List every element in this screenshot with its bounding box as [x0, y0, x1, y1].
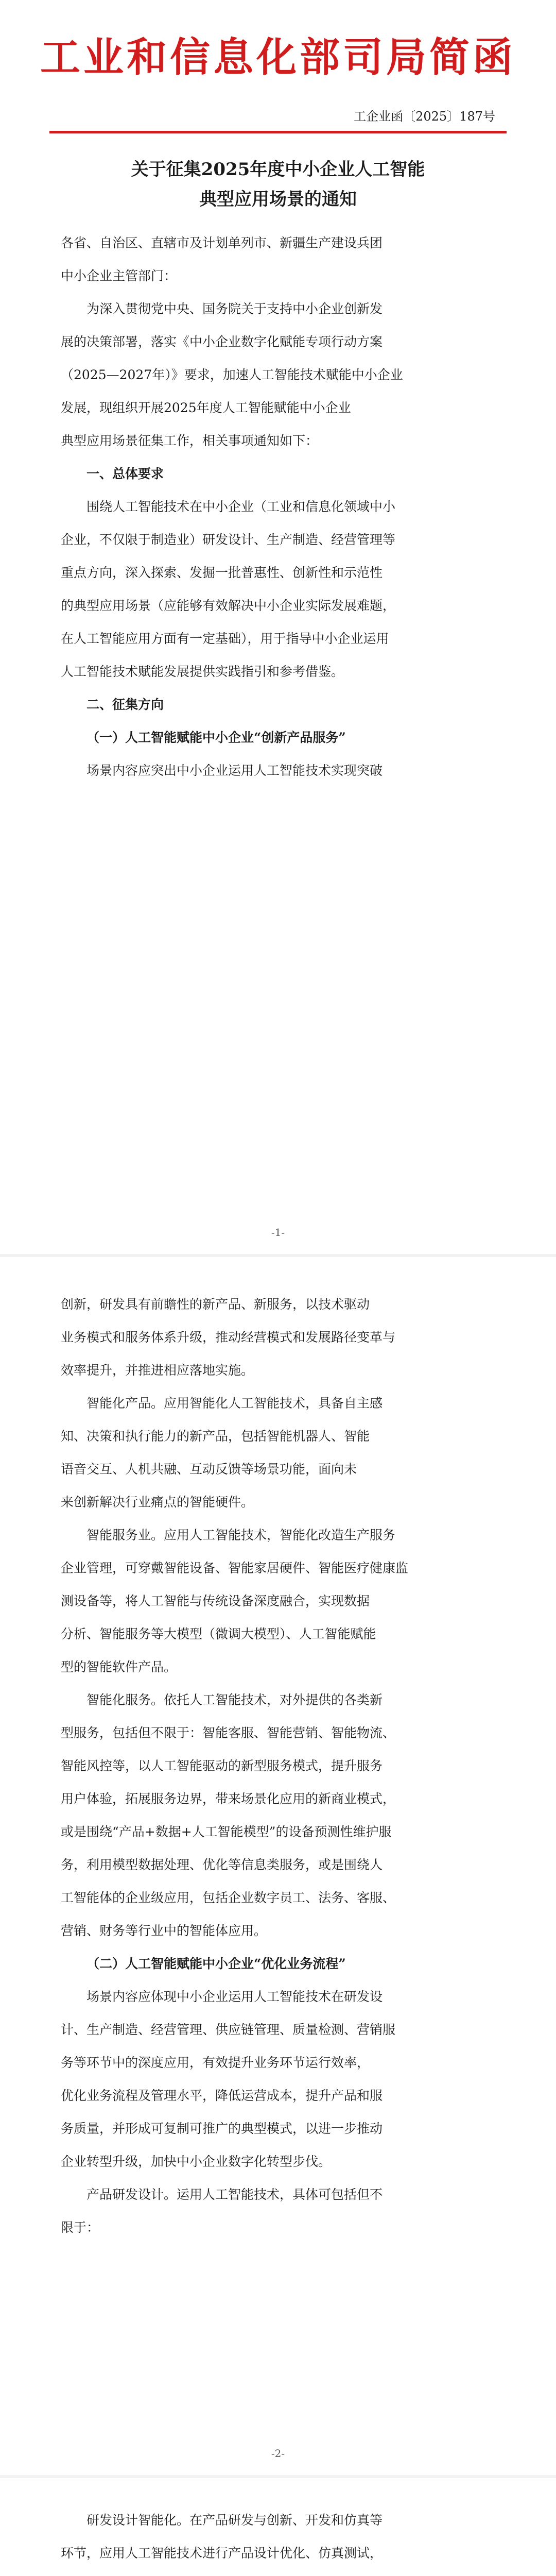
- document-title: [0, 155, 556, 214]
- paragraph-line: 围绕人工智能技术在中小企业（工业和信息化领域中小: [86, 499, 396, 514]
- paragraph-line: 环节，应用人工智能技术进行产品设计优化、仿真测试，: [61, 2546, 383, 2561]
- paragraph-line: 发展，现组织开展2025年度人工智能赋能中小企业: [61, 400, 351, 415]
- red-divider: [49, 131, 507, 133]
- salutation: 中小企业主管部门：: [61, 268, 177, 283]
- paragraph-line: 创新，研发具有前瞻性的新产品、新服务，以技术驱动: [61, 1297, 370, 1312]
- paragraph-line: （2025—2027年）》要求，加速人工智能技术赋能中小企业: [61, 367, 403, 382]
- paragraph-line: 效率提升，并推进相应落地实施。: [61, 1363, 254, 1378]
- paragraph-line: 智能化产品。应用智能化人工智能技术，具备自主感: [86, 1396, 383, 1411]
- paragraph-line: 来创新解决行业痛点的智能硬件。: [61, 1495, 254, 1510]
- paragraph-line: 为深入贯彻党中央、国务院关于支持中小企业创新发: [86, 301, 383, 316]
- paragraph-line: 智能化服务。依托人工智能技术，对外提供的各类新: [86, 1692, 383, 1707]
- paragraph-line: 产品研发设计。运用人工智能技术，具体可包括但不: [86, 2187, 383, 2202]
- document-title-line: 典型应用场景的通知: [199, 189, 357, 210]
- page-1-body: [61, 227, 495, 787]
- section-heading: 一、总体要求: [86, 466, 164, 481]
- page-2-body: [61, 1288, 495, 2244]
- paragraph-line: 在人工智能应用方面有一定基础），用于指导中小企业运用: [61, 631, 389, 646]
- paragraph-line: 知、决策和执行能力的新产品，包括智能机器人、智能: [61, 1429, 370, 1444]
- page-1: [0, 0, 556, 1257]
- page-number: -1-: [271, 1226, 285, 1239]
- paragraph-line: 型的智能软件产品。: [61, 1659, 177, 1674]
- document-title-line: 关于征集2025年度中小企业人工智能: [131, 159, 425, 180]
- subsection-heading: （一）人工智能赋能中小企业“创新产品服务”: [86, 730, 346, 745]
- paragraph-line: 的典型应用场景（应能够有效解决中小企业实际发展难题，: [61, 598, 396, 613]
- paragraph-line: 或是围绕“产品+数据+人工智能模型”的设备预测性维护服: [61, 1824, 392, 1839]
- paragraph-line: [61, 2570, 495, 2576]
- subsection-heading: （二）人工智能赋能中小企业“优化业务流程”: [86, 1956, 346, 1971]
- paragraph-line: 人工智能技术赋能发展提供实践指引和参考借鉴。: [61, 664, 344, 679]
- page-number: -2-: [271, 2447, 285, 2460]
- paragraph-line: 测设备等，将人工智能与传统设备深度融合，实现数据: [61, 1594, 370, 1608]
- paragraph-line: 分析、智能服务等大模型（微调大模型）、人工智能赋能: [61, 1626, 376, 1641]
- section-heading: 二、征集方向: [86, 697, 164, 712]
- paragraph-line: 企业，不仅限于制造业）研发设计、生产制造、经营管理等: [61, 532, 396, 547]
- paragraph-line: 智能服务业。应用人工智能技术，智能化改造生产服务: [86, 1528, 396, 1543]
- paragraph-line: 研发设计智能化。在产品研发与创新、开发和仿真等: [86, 2513, 383, 2528]
- paragraph-line: 企业转型升级，加快中小企业数字化转型步伐。: [61, 2154, 332, 2169]
- paragraph-line: 优化业务流程及管理水平，降低运营成本，提升产品和服: [61, 2088, 383, 2103]
- page-3-body-top: [61, 2504, 495, 2576]
- paragraph-line: 用户体验，拓展服务边界，带来场景化应用的新商业模式，: [61, 1791, 396, 1806]
- page-2: [0, 1257, 556, 2478]
- paragraph-line: 计、生产制造、经营管理、供应链管理、质量检测、营销服: [61, 2022, 396, 2037]
- paragraph-line: 场景内容应体现中小企业运用人工智能技术在研发设: [86, 1989, 383, 2004]
- paragraph-line: 重点方向，深入探索、发掘一批普惠性、创新性和示范性: [61, 565, 383, 580]
- paragraph-line: 场景内容应突出中小企业运用人工智能技术实现突破: [86, 763, 383, 778]
- paragraph-line: 智能风控等，以人工智能驱动的新型服务模式，提升服务: [61, 1758, 383, 1773]
- paragraph-line: 工智能体的企业级应用，包括企业数字员工、法务、客服、: [61, 1890, 396, 1905]
- paragraph-line: 务，利用模型数据处理、优化等信息类服务，或是围绕人: [61, 1857, 383, 1872]
- paragraph-line: 务等环节中的深度应用，有效提升业务环节运行效率，: [61, 2055, 370, 2070]
- salutation: 各省、自治区、直辖市及计划单列市、新疆生产建设兵团: [61, 235, 383, 250]
- paragraph-line: 业务模式和服务体系升级，推动经营模式和发展路径变革与: [61, 1330, 396, 1345]
- paragraph-line: 营销、财务等行业中的智能体应用。: [61, 1923, 267, 1938]
- paragraph-line: 语音交互、人机共融、互动反馈等场景功能，面向未: [61, 1462, 357, 1477]
- document-number: 工企业函〔2025〕187号: [354, 109, 495, 124]
- paragraph-line: 型服务，包括但不限于：智能客服、智能营销、智能物流、: [61, 1725, 396, 1740]
- letterhead-title: 工业和信息化部司局简函: [40, 34, 516, 81]
- paragraph-line: 务质量，并形成可复制可推广的典型模式，以进一步推动: [61, 2121, 383, 2136]
- paragraph-line: 展的决策部署，落实《中小企业数字化赋能专项行动方案: [61, 334, 383, 349]
- paragraph-line: 限于：: [61, 2220, 100, 2235]
- page-3: [0, 2478, 556, 2576]
- paragraph-line: 典型应用场景征集工作，相关事项通知如下：: [61, 433, 319, 448]
- paragraph-line: 企业管理，可穿戴智能设备、智能家居硬件、智能医疗健康监: [61, 1561, 409, 1575]
